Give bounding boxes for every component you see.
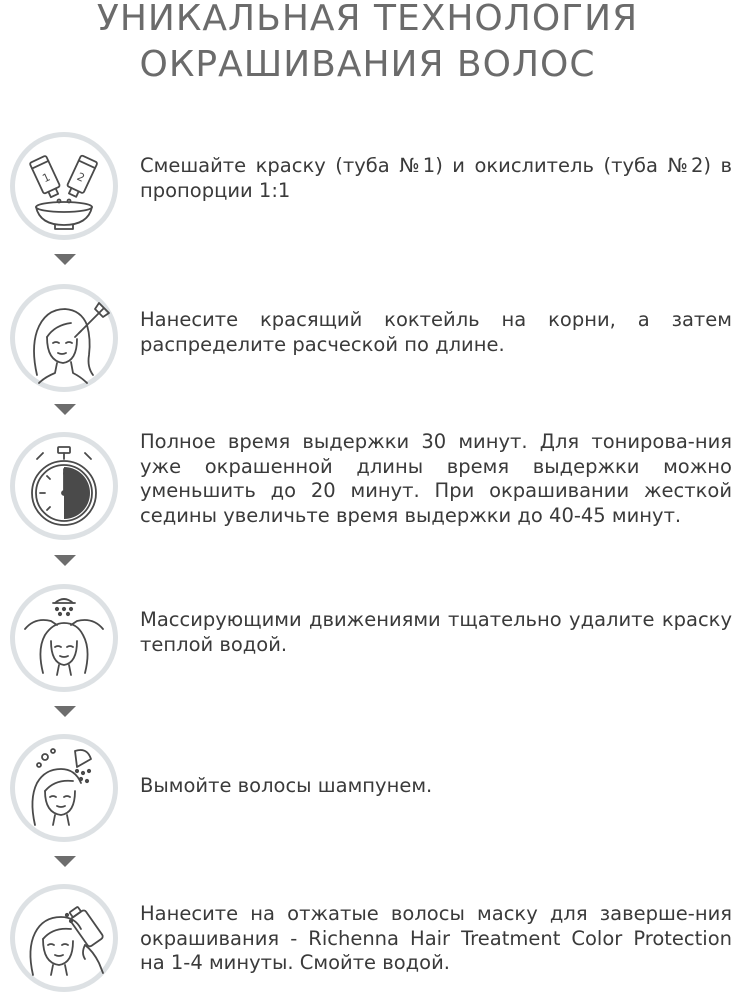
title-line-1: УНИКАЛЬНАЯ ТЕХНОЛОГИЯ xyxy=(96,0,639,39)
shampoo-icon xyxy=(15,739,113,837)
arrow-down-icon xyxy=(54,254,76,265)
arrow-down-icon xyxy=(54,706,76,717)
step-2-circle xyxy=(10,284,118,392)
step-6-circle xyxy=(10,884,118,992)
step-3-circle xyxy=(10,432,118,540)
rinse-icon xyxy=(15,589,113,687)
tube-2-label: 2 xyxy=(74,170,87,185)
apply-roots-icon xyxy=(15,289,113,387)
mask-icon xyxy=(15,889,113,987)
step-5-circle xyxy=(10,734,118,842)
step-5-text: Вымойте волосы шампунем. xyxy=(140,774,433,797)
step-6-text: Нанесите на отжатые волосы маску для заверше-ния окрашивания - Richenna Hair Treatment Color Protection на 1-4 минуты. Смойте водой. xyxy=(140,902,732,974)
step-3-text: Полное время выдержки 30 минут. Для тонирова-ния уже окрашенной длины время выдержки можно уменьшить до 20 минут. При окрашивании жесткой седины увеличьте время выдержки до 40-45 минут. xyxy=(140,430,732,527)
arrow-down-icon xyxy=(54,856,76,867)
step-1 xyxy=(10,132,732,246)
arrow-down-icon xyxy=(54,404,76,415)
tube-1-label: 1 xyxy=(40,170,53,186)
step-2 xyxy=(10,284,732,398)
title-line-2: ОКРАШИВАНИЯ ВОЛОС xyxy=(139,44,596,85)
arrow-down-icon xyxy=(54,555,76,566)
step-6 xyxy=(10,884,732,998)
step-4-circle xyxy=(10,584,118,692)
step-2-text: Нанесите красящий коктейль на корни, а затем распределите расческой по длине. xyxy=(140,308,732,356)
step-1-circle xyxy=(10,132,118,240)
step-5 xyxy=(10,734,725,848)
stopwatch-icon xyxy=(15,437,113,535)
step-4 xyxy=(10,584,732,698)
step-3 xyxy=(10,430,732,546)
step-1-text: Смешайте краску (туба №1) и окислитель (туба №2) в пропорции 1:1 xyxy=(140,154,732,202)
tubes-bowl-icon xyxy=(15,137,113,235)
step-4-text: Массирующими движениями тщательно удалите краску теплой водой. xyxy=(140,608,732,656)
page-title xyxy=(0,0,735,88)
